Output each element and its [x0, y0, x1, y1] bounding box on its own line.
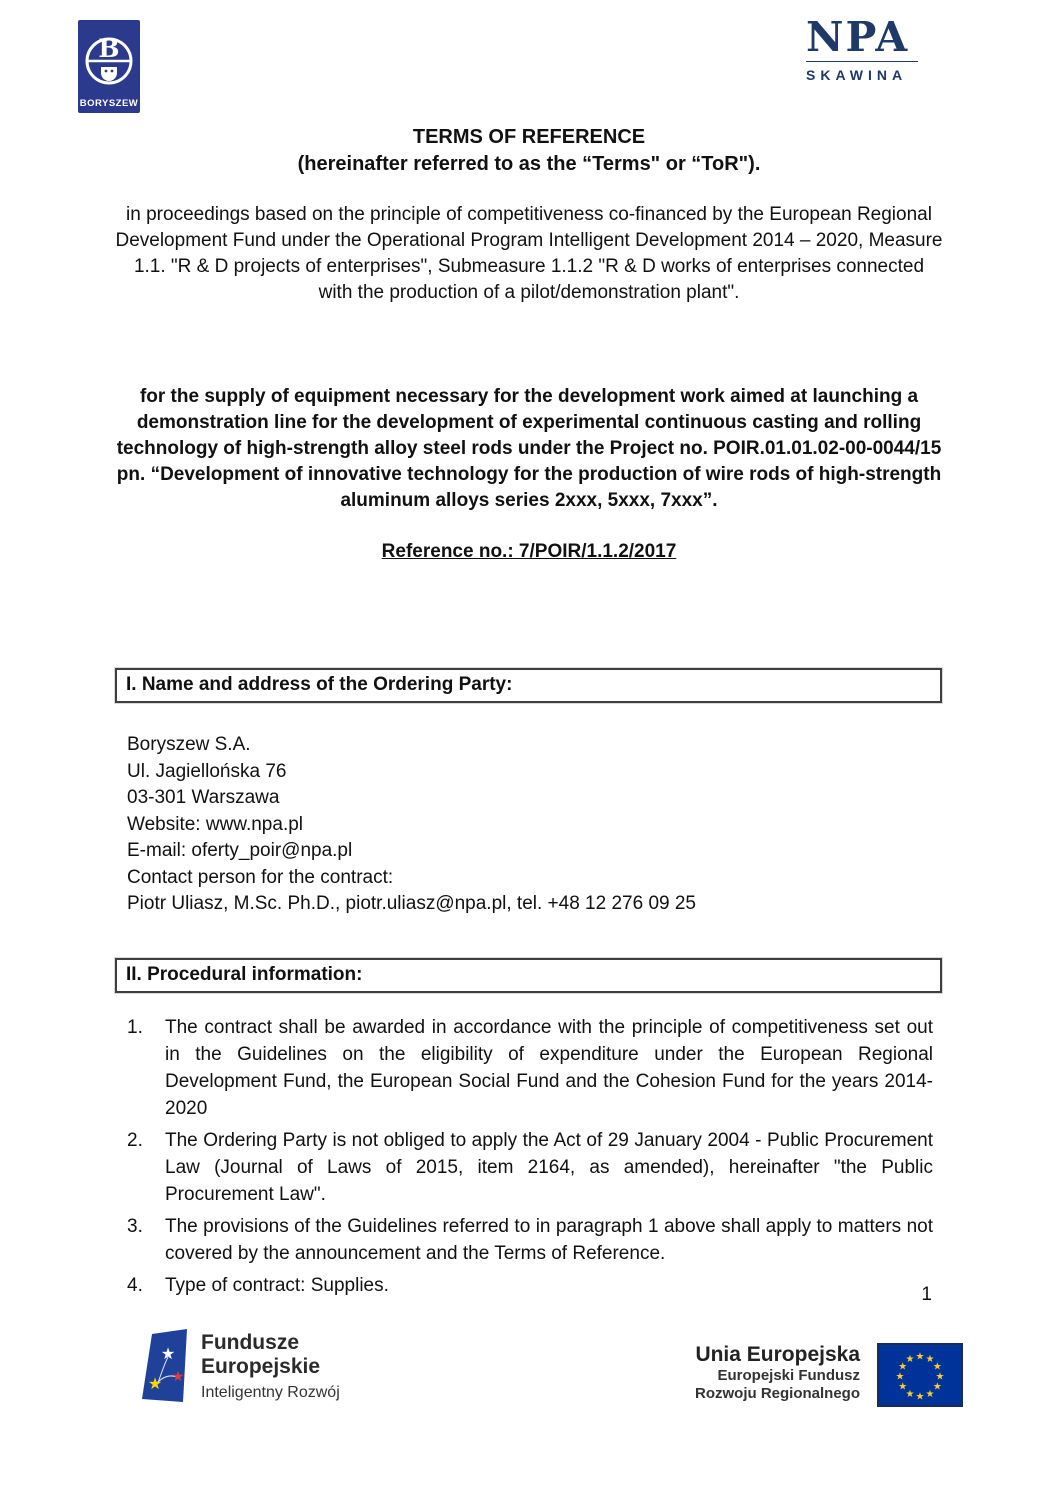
npa-divider [806, 61, 918, 62]
title-line-1: TERMS OF REFERENCE [412, 126, 646, 148]
list-item [127, 1127, 933, 1208]
unia-text [695, 1338, 860, 1403]
svg-text:★: ★ [915, 1351, 925, 1363]
svg-text:★: ★ [935, 1371, 945, 1383]
eu-flag-icon [877, 1343, 963, 1407]
list-item-number: 1. [127, 1017, 143, 1038]
address-line: 03-301 Warszawa [127, 787, 280, 808]
unia-europejska-logo [695, 1338, 963, 1407]
unia-title: Unia Europejska [695, 1343, 860, 1366]
section-2-heading: II. Procedural information: [115, 958, 942, 993]
list-item-number: 3. [127, 1216, 143, 1237]
fundusze-title-line-2: Europejskie [201, 1355, 321, 1378]
svg-text:★: ★ [925, 1388, 935, 1400]
svg-text:★: ★ [932, 1381, 942, 1393]
fundusze-europejskie-logo [142, 1329, 340, 1407]
reference-number: Reference no.: 7/POIR/1.1.2/2017 [381, 541, 677, 562]
address-line: E-mail: oferty_poir@npa.pl [127, 840, 353, 861]
intro-paragraph: in proceedings based on the principle of competitiveness co-financed by the European Regional Development Fund under the Operational Program Intelligent Development 2014 – 2020, Measure 1.1. "R & D projects of enterprises", Submeasure 1.1.2 "R & D works of enterprises connected with the production of a pilot/demonstration plant". [115, 204, 943, 303]
svg-text:★: ★ [895, 1371, 905, 1383]
fundusze-subtitle: Inteligentny Rozwój [201, 1384, 340, 1401]
list-item-number: 4. [127, 1275, 143, 1296]
fundusze-flag-icon [142, 1329, 188, 1407]
npa-wordmark: NPA [806, 13, 910, 61]
list-item-text: Type of contract: Supplies. [165, 1275, 389, 1296]
boryszew-logo-icon [78, 20, 140, 113]
svg-text:★: ★ [915, 1391, 925, 1403]
list-item-number: 2. [127, 1130, 143, 1151]
npa-logo [806, 13, 924, 83]
svg-text:★: ★ [160, 1346, 176, 1363]
section-1-heading: I. Name and address of the Ordering Party: [115, 668, 942, 703]
address-line: Ul. Jagiellońska 76 [127, 760, 287, 782]
list-item-text: The provisions of the Guidelines referred to in paragraph 1 above shall apply to matters not covered by the announcement and the Terms of Reference. [165, 1216, 933, 1264]
address-line: Contact person for the contract: [127, 866, 394, 888]
address-line: Boryszew S.A. [127, 734, 251, 755]
boryszew-wordmark: BORYSZEW [79, 98, 139, 109]
fundusze-title-line-1: Fundusze [201, 1331, 299, 1354]
svg-text:★: ★ [898, 1361, 908, 1373]
title-line-2: (hereinafter referred to as the “Terms" or “ToR"). [297, 153, 761, 175]
ordering-party-address [127, 732, 696, 918]
list-item [127, 1272, 933, 1299]
page-number: 1 [921, 1284, 932, 1305]
procedural-list [127, 1014, 933, 1304]
subject-paragraph: for the supply of equipment necessary for the development work aimed at launching a demonstration line for the development of experimental continuous casting and rolling technology of high-strength alloy steel rods under the Project no. POIR.01.01.02-00-0044/15 pn. “Development of innovative technology for the production of wire rods of high-strength aluminum alloys series 2xxx, 5xxx, 7xxx”. [116, 386, 942, 511]
boryszew-monogram: B [98, 34, 120, 63]
svg-text:★: ★ [898, 1381, 908, 1393]
list-item-text: The Ordering Party is not obliged to apply the Act of 29 January 2004 - Public Procurement Law (Journal of Laws of 2015, item 2164, as amended), hereinafter "the Public Procurement Law". [165, 1130, 933, 1205]
address-line: Website: www.npa.pl [127, 813, 304, 835]
boryszew-logo [78, 20, 140, 118]
svg-text:★: ★ [932, 1361, 942, 1373]
list-item [127, 1014, 933, 1122]
svg-text:★: ★ [147, 1376, 163, 1393]
svg-text:★: ★ [905, 1388, 915, 1400]
svg-text:★: ★ [171, 1368, 185, 1384]
fundusze-text [201, 1329, 340, 1402]
npa-subtitle: SKAWINA [806, 67, 908, 83]
unia-subtitle-line-1: Europejski Fundusz [717, 1367, 860, 1384]
svg-text:★: ★ [905, 1354, 915, 1366]
svg-text:★: ★ [925, 1354, 935, 1366]
list-item [127, 1213, 933, 1267]
address-line: Piotr Uliasz, M.Sc. Ph.D., piotr.uliasz@npa.pl, tel. +48 12 276 09 25 [127, 893, 696, 914]
list-item-text: The contract shall be awarded in accordance with the principle of competitiveness set out in the Guidelines on the eligibility of expenditure under the European Regional Development Fund, the European Social Fund and the Cohesion Fund for the years 2014-2020 [165, 1017, 933, 1119]
document-title [0, 124, 1058, 178]
unia-subtitle-line-2: Rozwoju Regionalnego [695, 1385, 860, 1402]
